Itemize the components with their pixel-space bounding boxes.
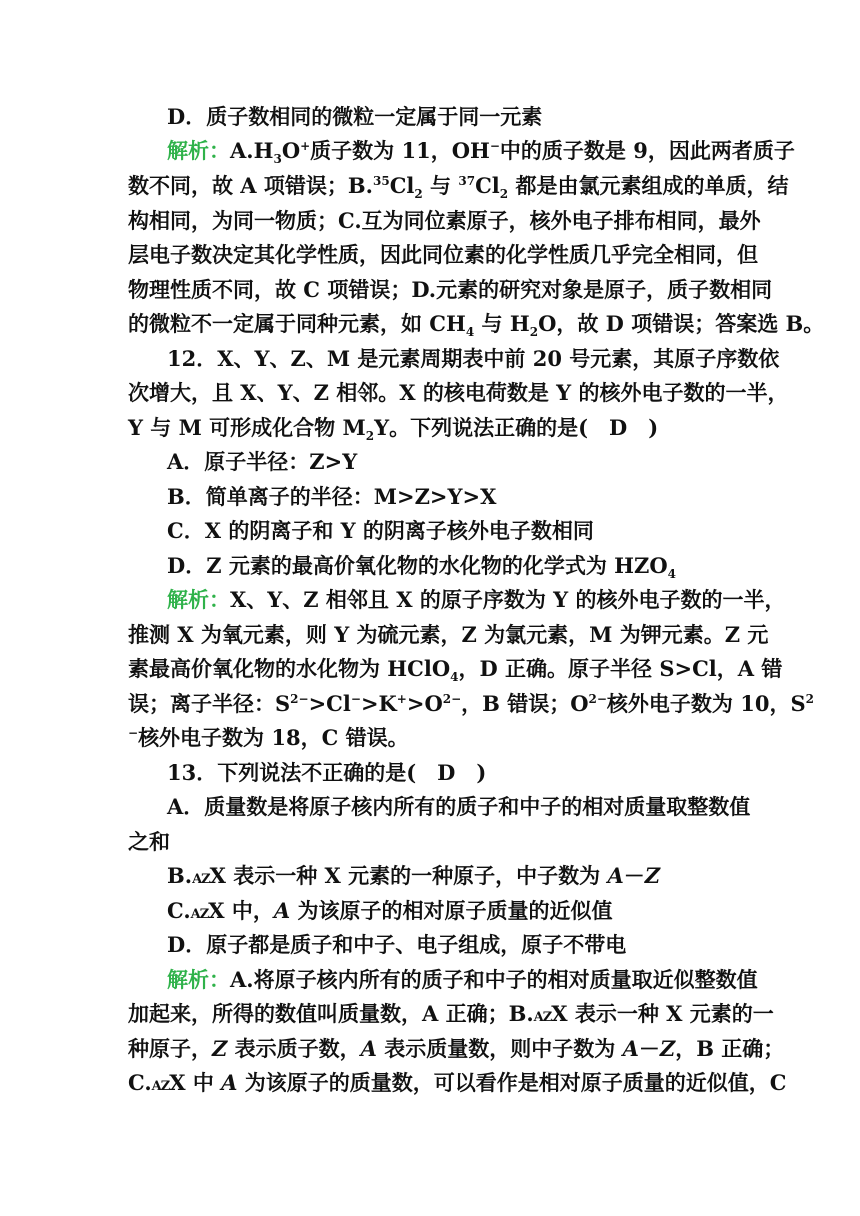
q12-analysis-5 bbox=[128, 723, 409, 753]
q12-analysis-1 bbox=[167, 585, 786, 615]
text-run: 与 bbox=[422, 173, 459, 198]
text-run: A bbox=[273, 898, 291, 923]
text-run: >K bbox=[360, 691, 397, 716]
text-run: A bbox=[622, 1036, 639, 1061]
text-run: − bbox=[350, 692, 361, 706]
text-run: Y 与 M 可形成化合物 M bbox=[128, 415, 366, 440]
text-run: 核外电子数为 10，S bbox=[606, 691, 806, 716]
text-run: Z bbox=[644, 863, 661, 888]
text-run: AZ bbox=[190, 907, 209, 922]
text-run: 2− bbox=[588, 692, 607, 706]
text-run: 4 bbox=[465, 325, 475, 340]
q12-stem-3 bbox=[128, 413, 658, 443]
text-run: X、Y、Z 相邻且 X 的原子序数为 Y 的核外电子数的一半， bbox=[230, 587, 786, 612]
text-run: D．质子数相同的微粒一定属于同一元素 bbox=[167, 104, 543, 129]
text-run: 2 bbox=[805, 692, 814, 706]
q12-analysis-4 bbox=[128, 689, 814, 719]
text-run: D．Z 元素的最高价氧化物的水化物的化学式为 HZO bbox=[167, 553, 668, 578]
text-run: Cl bbox=[475, 173, 500, 198]
text-run: A bbox=[360, 1036, 377, 1061]
q12-option-b bbox=[167, 482, 496, 512]
q13-analysis-1 bbox=[167, 965, 758, 995]
q12-stem-2 bbox=[128, 378, 789, 408]
text-run: − bbox=[128, 726, 139, 740]
analysis-label: 解析： bbox=[167, 967, 230, 992]
text-run: 误；离子半径：S bbox=[128, 691, 291, 716]
q11-analysis-5 bbox=[128, 275, 773, 305]
text-run: O，故 D 项错误；答案选 B。 bbox=[538, 311, 825, 336]
text-run: X 中 bbox=[169, 1070, 222, 1095]
text-run: A bbox=[607, 863, 624, 888]
text-run: 素最高价氧化物的水化物为 HClO bbox=[128, 656, 451, 681]
text-run: 构相同，为同一物质；C.互为同位素原子，核外电子排布相同，最外 bbox=[128, 208, 761, 233]
q12-option-a bbox=[167, 447, 357, 477]
q11-analysis-6 bbox=[128, 309, 825, 340]
text-run: C．X 的阴离子和 Y 的阴离子核外电子数相同 bbox=[167, 518, 594, 543]
text-run: 层电子数决定其化学性质，因此同位素的化学性质几乎完全相同，但 bbox=[128, 242, 758, 267]
text-run: － bbox=[623, 863, 645, 888]
text-run: AZ bbox=[533, 1010, 552, 1025]
text-run: X 表示一种 X 元素的一种原子，中子数为 bbox=[209, 863, 608, 888]
q13-option-d bbox=[167, 930, 626, 960]
text-run: A.H bbox=[230, 138, 274, 163]
text-run: ，B 正确； bbox=[675, 1036, 785, 1061]
q13-analysis-3 bbox=[128, 1034, 785, 1064]
text-run: 中的质子数是 9，因此两者质子 bbox=[499, 138, 795, 163]
q13-analysis-4 bbox=[128, 1068, 787, 1098]
text-run: 2 bbox=[365, 429, 375, 444]
q11-analysis-1 bbox=[167, 136, 795, 167]
text-run: 2− bbox=[290, 692, 309, 706]
text-run: 次增大，且 X、Y、Z 相邻。X 的核电荷数是 Y 的核外电子数的一半， bbox=[128, 380, 789, 405]
q13-analysis-2 bbox=[128, 999, 774, 1029]
text-run: 与 H bbox=[474, 311, 530, 336]
text-run: 的微粒不一定属于同种元素，如 CH bbox=[128, 311, 466, 336]
q12-option-c bbox=[167, 516, 594, 546]
text-run: >O bbox=[406, 691, 443, 716]
text-run: Z bbox=[659, 1036, 676, 1061]
analysis-label: 解析： bbox=[167, 138, 230, 163]
text-run: C. bbox=[167, 898, 191, 923]
q13-option-c bbox=[167, 896, 612, 926]
q12-stem-1 bbox=[167, 344, 780, 374]
q11-analysis-3 bbox=[128, 206, 761, 236]
text-run: 都是由氯元素组成的单质，结 bbox=[508, 173, 789, 198]
q11-analysis-4 bbox=[128, 240, 758, 270]
text-run: 为该原子的质量数，可以看作是相对原子质量的近似值，C bbox=[237, 1070, 787, 1095]
text-run: X 中， bbox=[208, 898, 274, 923]
text-run: 4 bbox=[667, 567, 676, 582]
text-run: 为该原子的相对原子质量的近似值 bbox=[290, 898, 613, 923]
text-run: O bbox=[281, 138, 301, 163]
q12-option-d bbox=[167, 551, 676, 581]
text-run: D．原子都是质子和中子、电子组成，原子不带电 bbox=[167, 932, 627, 957]
text-run: Y。下列说法正确的是( D ) bbox=[374, 415, 659, 440]
text-run: AZ bbox=[192, 872, 210, 887]
q13-option-a-2 bbox=[128, 827, 170, 857]
text-run: 2 bbox=[529, 325, 539, 340]
text-run: B．简单离子的半径：M>Z>Y>X bbox=[167, 484, 497, 509]
text-run: 加起来，所得的数值叫质量数，A 正确；B. bbox=[128, 1001, 534, 1026]
text-run: A.将原子核内所有的质子和中子的相对质量取近似整数值 bbox=[230, 967, 758, 992]
text-run: 12．X、Y、Z、M 是元素周期表中前 20 号元素，其原子序数依 bbox=[167, 346, 780, 371]
text-run: 2 bbox=[414, 187, 423, 202]
text-run: 表示质量数，则中子数为 bbox=[376, 1036, 623, 1061]
text-run: 之和 bbox=[128, 829, 170, 854]
text-run: ，B 错误；O bbox=[461, 691, 589, 716]
text-run: Cl bbox=[389, 173, 415, 198]
text-run: 4 bbox=[450, 670, 459, 685]
text-run: − bbox=[489, 139, 500, 153]
q13-option-b bbox=[167, 861, 660, 891]
text-run: 2 bbox=[499, 187, 509, 202]
text-run: 表示质子数， bbox=[227, 1036, 361, 1061]
text-run: >Cl bbox=[308, 691, 351, 716]
text-run: A．质量数是将原子核内所有的质子和中子的相对质量取整数值 bbox=[167, 794, 751, 819]
q12-analysis-2 bbox=[128, 620, 769, 650]
text-run: + bbox=[300, 139, 311, 153]
text-run: 推测 X 为氧元素，则 Y 为硫元素，Z 为氯元素，M 为钾元素。Z 元 bbox=[128, 622, 769, 647]
text-run: + bbox=[396, 692, 407, 706]
q11-analysis-2 bbox=[128, 171, 789, 202]
text-run: 质子数为 11，OH bbox=[310, 138, 490, 163]
text-run: 核外电子数为 18，C 错误。 bbox=[138, 725, 409, 750]
text-run: A．原子半径：Z>Y bbox=[167, 449, 358, 474]
text-run: 种原子， bbox=[128, 1036, 212, 1061]
text-run: 37 bbox=[458, 174, 476, 188]
q12-analysis-3 bbox=[128, 654, 783, 685]
text-run: B. bbox=[167, 863, 193, 888]
text-run: 13．下列说法不正确的是( D ) bbox=[167, 760, 487, 785]
text-run: 物理性质不同，故 C 项错误；D.元素的研究对象是原子，质子数相同 bbox=[128, 277, 773, 302]
text-run: Z bbox=[212, 1036, 228, 1061]
text-run: A bbox=[221, 1070, 238, 1095]
q11-option-d bbox=[167, 102, 542, 132]
text-run: 3 bbox=[273, 152, 282, 167]
text-run: ，D 正确。原子半径 S>Cl，A 错 bbox=[458, 656, 783, 681]
text-run: C. bbox=[128, 1070, 152, 1095]
text-run: 35 bbox=[372, 174, 390, 188]
text-run: 2− bbox=[442, 692, 462, 706]
analysis-label: 解析： bbox=[167, 587, 230, 612]
q13-stem bbox=[167, 758, 486, 788]
text-run: 数不同，故 A 项错误；B. bbox=[128, 173, 373, 198]
text-run: AZ bbox=[151, 1079, 170, 1094]
q13-option-a-1 bbox=[167, 792, 751, 822]
text-run: － bbox=[638, 1036, 660, 1061]
text-run: X 表示一种 X 元素的一 bbox=[551, 1001, 774, 1026]
